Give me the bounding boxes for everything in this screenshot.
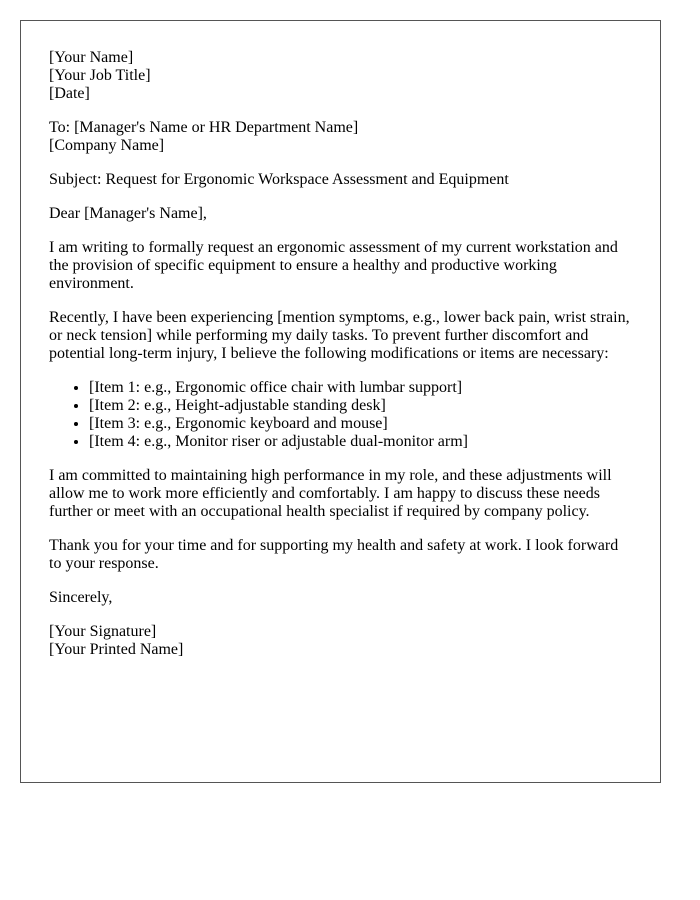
recipient-company: [Company Name] [49,137,165,154]
list-item: • [Item 3: e.g., Ergonomic keyboard and mouse] [89,415,632,433]
list-item: • [Item 4: e.g., Monitor riser or adjustable dual-monitor arm] [89,433,632,451]
body-paragraph: Recently, I have been experiencing [mention symptoms, e.g., lower back pain, wrist strain, or neck tension] while performing my daily tasks. To prevent further discomfort and potential long-term injury, I believe the following modifications or items are necessary: [49,309,630,362]
list-item: • [Item 1: e.g., Ergonomic office chair with lumbar support] [89,379,632,397]
letter-document [20,20,661,783]
salutation: Dear [Manager's Name], [49,205,207,222]
body-paragraph: I am committed to maintaining high performance in my role, and these adjustments will allow me to work more efficiently and comfortably. I am happy to discuss these needs further or meet with an occupational health specialist if required by company policy. [49,467,612,520]
equipment-list [49,379,632,451]
signature-block [49,623,632,659]
recipient-block [49,119,632,155]
body-paragraph: Thank you for your time and for supporting my health and safety at work. I look forward to your response. [49,537,619,572]
sender-job-title: [Your Job Title] [49,67,151,84]
sender-name: [Your Name] [49,49,134,66]
printed-name: [Your Printed Name] [49,641,184,658]
list-item: • [Item 2: e.g., Height-adjustable standing desk] [89,397,632,415]
recipient-to: To: [Manager's Name or HR Department Name] [49,119,359,136]
closing: Sincerely, [49,589,113,606]
sender-block [49,49,632,103]
body-paragraph: I am writing to formally request an ergonomic assessment of my current workstation and the provision of specific equipment to ensure a healthy and productive working environment. [49,239,618,292]
signature: [Your Signature] [49,623,157,640]
subject-line: Subject: Request for Ergonomic Workspace Assessment and Equipment [49,171,509,188]
letter-date: [Date] [49,85,90,102]
